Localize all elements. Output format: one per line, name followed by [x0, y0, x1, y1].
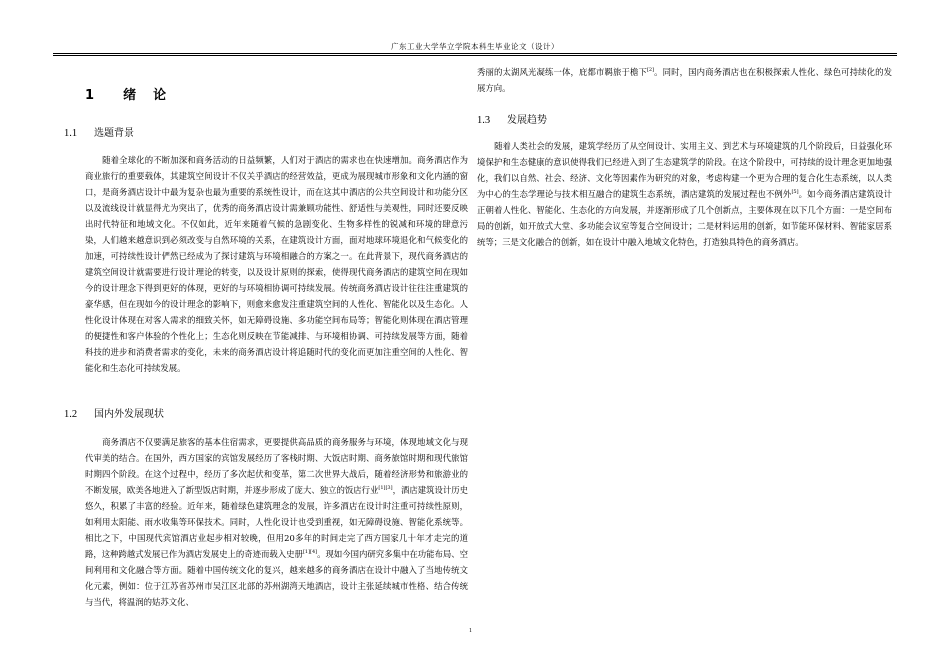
chapter-title: [85, 88, 168, 104]
citation: [2]: [646, 67, 655, 74]
section-heading-1-1: [64, 126, 134, 142]
paragraph-trends: [477, 138, 892, 250]
section-heading-1-3: [477, 113, 547, 129]
section-heading-1-2: [64, 407, 164, 423]
section-number: 1.2: [64, 409, 78, 420]
citation: [1][3]: [378, 485, 393, 492]
section-number: 1.3: [477, 115, 491, 126]
chapter-number: 1: [85, 88, 97, 103]
paragraph-background: [85, 152, 468, 376]
citation: [1][4]: [302, 549, 318, 556]
paragraph-text: ，酒店建筑设计历史悠久，积累了丰富的经验。近年来，随着绿色建筑理念的发展，许多酒店在设计时注重可持续性原则，如利用太阳能、雨水收集等环保技术。同时，人性化设计也受到重视，如无障碍设施、智能化系统等。相比之下，中国现代宾馆酒店业起步相对较晚，但用20多年的时间走完了西方国家几十年才走完的道路，这种跨越式发展已作为酒店发展史上的奇迹而载入史册: [85, 485, 469, 559]
page-header: 广东工业大学华立学院本科生毕业论文（设计）: [391, 42, 559, 51]
paragraph-text: 随着全球化的不断加深和商务活动的日益频繁，人们对于酒店的需求也在快速增加。商务酒店作为商业旅行的重要载体，其建筑空间设计不仅关乎酒店的经营效益，更成为展现城市形象和文化内涵的窗口，是商务酒店设计中最为复杂也最为重要的系统性设计，而在这其中酒店的公共空间设计和功能分区以及流线设计就显得尤为突出了，优秀的商务酒店设计需兼顾功能性、舒适性与美观性，同时还要反映出时代特征和地域文化。不仅如此，近年来随着气候的急剧变化、生物多样性的锐减和环境的肆意污染，人们越来越意识到必须改变与自然环境的关系，在建筑设计方面，面对地球环境退化和气候变化的加速，可持续性设计俨然已经成为了探讨建筑与环境相融合的方案之一。在此背景下，现代商务酒店的建筑空间设计就需要进行设计理论的转变，以及设计原则的探索，使得现代商务酒店的建筑空间在现如今的设计理念下得到更好的体现，更好的与环境相协调可持续发展。传统商务酒店设计往往注重建筑的豪华感，但在现如今的设计理念的影响下，则愈来愈发注重建筑空间的人性化、智能化以及生态化。人性化设计体现在对客人需求的细致关怀，如无障碍设施、多功能空间布局等；智能化则体现在酒店管理的便捷性和客户体验的个性化上；生态化则反映在节能减排、与环境相协调、可持续发展等方面，随着科技的进步和消费者需求的变化，未来的商务酒店设计将追随时代的变化而更加注重空间的人性化、智能化和生态化可持续发展。: [85, 155, 468, 373]
header-rule-top: [53, 53, 897, 54]
paragraph-text: 。如今商务酒店建筑设计正朝着人性化、智能化、生态化的方向发展，并逐渐形成了几个创新点，主要体现在以下几个方面：一是空间布局的创新，如开放式大堂、多功能会议室等复合空间设计；二是材料运用的创新，如节能环保材料、智能家居系统等；三是文化融合的创新，如在设计中融入地域文化特色，打造独具特色的商务酒店。: [477, 189, 893, 247]
paragraph-text: 随着人类社会的发展，建筑学经历了从空间设计、实用主义、到艺术与环境建筑的几个阶段后，日益强化环境保护和生态健康的意识使得我们已经进入到了生态建筑学的阶段。在这个阶段中，可持续的设计理念更加地强化，我们以自然、社会、经济、文化等因素作为研究的对象，考虑构建一个更为合理的复合化生态系统，以人类为中心的生态学理论与技术相互融合的建筑生态系统，酒店建筑的发展过程也不例外: [477, 141, 892, 199]
citation: [5]: [791, 189, 799, 196]
header-rule-bottom: [53, 55, 897, 56]
chapter-title-text: 绪 论: [123, 88, 169, 103]
page-number: 1: [469, 628, 472, 634]
paragraph-text: 。同时，国内商务酒店也在积极探索人性化、绿色可持续化的发展方向。: [477, 67, 893, 93]
paragraph-text: 。现如今国内研究多集中在功能布局、空间利用和文化融合等方面。随着中国传统文化的复兴，越来越多的商务酒店在设计中融入了当地传统文化元素，例如：位于江苏省苏州市吴江区北部的苏州湖湾天地酒店，设计主张延续城市性格、结合传统与当代，将温润的姑苏文化、: [85, 549, 469, 607]
section-number: 1.1: [64, 128, 78, 139]
paragraph-status-continued: [477, 64, 892, 96]
paragraph-text: 秀丽的太湖风光凝练一体，庇都市羁旅于檐下: [477, 67, 647, 77]
section-title: 选题背景: [94, 128, 134, 139]
paragraph-text: 商务酒店不仅要满足旅客的基本住宿需求，更要提供高品质的商务服务与环境，体现地域文化与现代审美的结合。在国外，西方国家的宾馆发展经历了客栈时期、大饭店时期、商务旅馆时期和现代旅馆时期四个阶段。在这个过程中，经历了多次起伏和变革，第二次世界大战后，随着经济形势和旅游业的不断发展，欧美各地进入了新型饭店时期，并逐步形成了庞大、独立的饭店行业: [85, 437, 468, 495]
section-title: 国内外发展现状: [94, 409, 164, 420]
paragraph-status: [85, 434, 468, 610]
section-title: 发展趋势: [507, 115, 547, 126]
